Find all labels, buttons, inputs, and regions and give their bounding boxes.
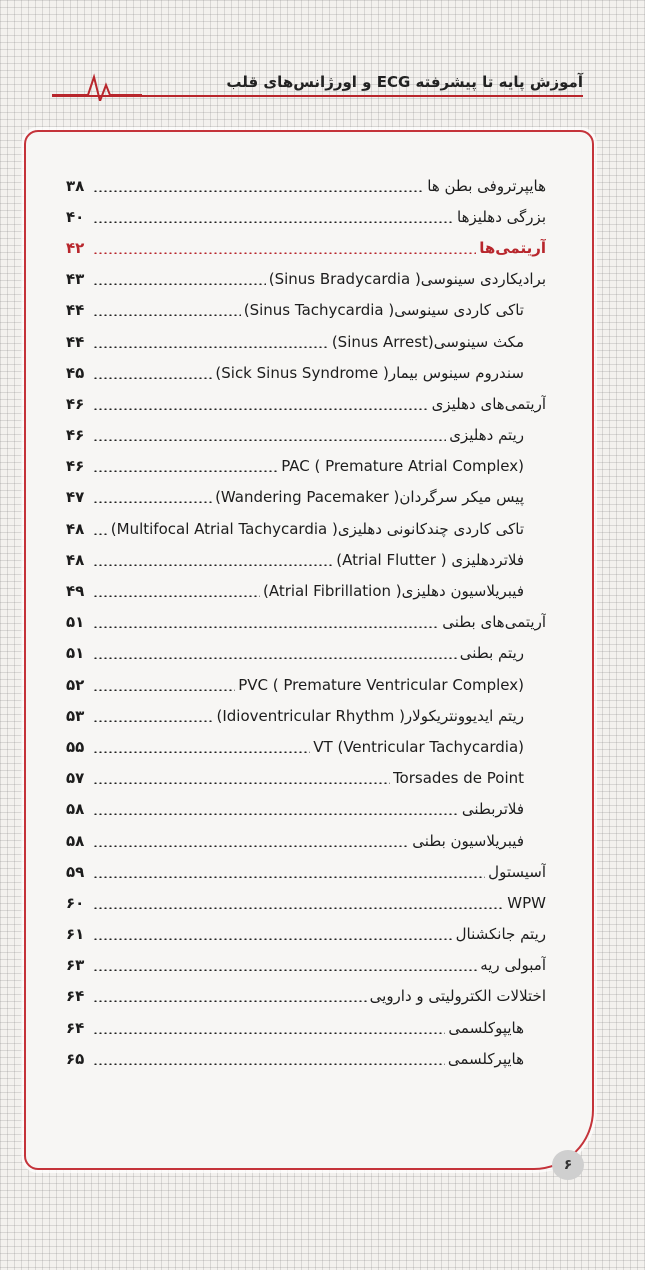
toc-entry — [66, 919, 546, 950]
toc-entry-title: آریتمی‌های بطنی — [442, 613, 546, 632]
toc-entry-page: ۴۸ — [66, 519, 85, 538]
toc-entry-page: ۶۴ — [66, 1018, 85, 1037]
toc-entry-page: ۴۰ — [66, 207, 85, 226]
toc-entry-title: مکث سینوسی(Sinus Arrest) — [331, 332, 524, 351]
toc-entry-title: برادیکاردی سینوسی( Sinus Bradycardia) — [268, 270, 546, 289]
toc-entry-title: تاکی کاردی سینوسی( Sinus Tachycardia) — [243, 301, 524, 320]
toc-entry-page: ۶۰ — [66, 893, 85, 912]
toc-entry-page: ۶۴ — [66, 987, 85, 1006]
toc-entry-page: ۵۲ — [66, 675, 85, 694]
toc-entry-title: هایپرتروفی بطن ها — [427, 176, 546, 195]
running-header — [0, 55, 645, 115]
dot-leader — [93, 501, 212, 503]
toc-entry-page: ۴۴ — [66, 301, 85, 320]
toc-entry — [66, 544, 546, 575]
dot-leader — [93, 938, 453, 940]
toc-entry-page: ۵۸ — [66, 800, 85, 819]
dot-leader — [93, 470, 278, 472]
toc-entry-title: ریتم جانکشنال — [455, 925, 546, 944]
toc-entry-title: ریتم دهلیزی — [449, 426, 524, 445]
toc-entry-title: هایپرکلسمی — [447, 1049, 524, 1068]
toc-entry-title: ریتم بطنی — [459, 644, 524, 663]
toc-entry-title: اختلالات الکترولیتی و دارویی — [369, 987, 546, 1006]
dot-leader — [93, 533, 108, 535]
toc-entry-page: ۵۳ — [66, 706, 85, 725]
toc-entry-title: فیبریلاسیون دهلیزی( Atrial Fibrillation) — [262, 582, 524, 601]
toc-entry-title: ریتم ایدیوونتریکولار( Idioventricular Rhythm) — [216, 706, 524, 725]
toc-entry — [66, 731, 546, 762]
dot-leader — [93, 907, 504, 909]
toc-entry-page: ۶۵ — [66, 1049, 85, 1068]
toc-entry-title: PAC ( Premature Atrial Complex) — [281, 457, 524, 476]
toc-entry — [66, 513, 546, 544]
toc-entry-page: ۴۴ — [66, 332, 85, 351]
toc-entry — [66, 1012, 546, 1043]
toc-entry-page: ۵۱ — [66, 644, 85, 663]
toc-entry — [66, 950, 546, 981]
dot-leader — [93, 221, 454, 223]
dot-leader — [93, 845, 409, 847]
toc-entry-page: ۴۶ — [66, 457, 85, 476]
toc-entry-title: WPW — [507, 893, 546, 912]
toc-entry-page: ۶۱ — [66, 925, 85, 944]
toc-entry — [66, 700, 546, 731]
dot-leader — [93, 377, 212, 379]
table-of-contents-panel — [24, 130, 594, 1170]
toc-entry — [66, 170, 546, 201]
toc-entry-title: تاکی کاردی چندکانونی دهلیزی( Multifocal Atrial Tachycardia) — [110, 519, 524, 538]
toc-entry-title: PVC ( Premature Ventricular Complex) — [238, 675, 524, 694]
toc-entry — [66, 856, 546, 887]
toc-entry — [66, 981, 546, 1012]
toc-entry-page: ۴۲ — [66, 238, 85, 257]
toc-entry — [66, 264, 546, 295]
dot-leader — [93, 595, 260, 597]
toc-list — [66, 170, 546, 1074]
dot-leader — [93, 252, 476, 254]
toc-entry-page: ۴۹ — [66, 582, 85, 601]
toc-entry-title: فلاتردهلیزی ( Atrial Flutter) — [336, 550, 524, 569]
dot-leader — [93, 782, 390, 784]
dot-leader — [93, 751, 310, 753]
toc-entry — [66, 482, 546, 513]
toc-entry — [66, 794, 546, 825]
toc-entry-title: VT (Ventricular Tachycardia) — [313, 737, 524, 756]
dot-leader — [93, 720, 213, 722]
toc-entry — [66, 451, 546, 482]
toc-entry-title: آسیستول — [488, 862, 546, 881]
toc-entry — [66, 638, 546, 669]
toc-entry — [66, 825, 546, 856]
toc-entry-title: فیبریلاسیون بطنی — [412, 831, 524, 850]
toc-entry — [66, 420, 546, 451]
toc-entry-title: هایپوکلسمی — [448, 1018, 524, 1037]
header-rule — [52, 95, 583, 97]
dot-leader — [93, 689, 235, 691]
dot-leader — [93, 876, 485, 878]
book-title: آموزش پایه تا پیشرفته ECG و اورژانس‌های قلب — [226, 73, 583, 91]
dot-leader — [93, 626, 439, 628]
toc-entry-title: آریتمی‌ها — [479, 238, 546, 257]
dot-leader — [93, 564, 333, 566]
toc-entry-page: ۵۵ — [66, 737, 85, 756]
toc-entry — [66, 607, 546, 638]
toc-entry-title: فلاتربطنی — [461, 800, 524, 819]
dot-leader — [93, 346, 329, 348]
toc-entry-page: ۵۷ — [66, 769, 85, 788]
toc-entry-page: ۴۸ — [66, 550, 85, 569]
toc-entry-page: ۵۹ — [66, 862, 85, 881]
toc-entry — [66, 295, 546, 326]
dot-leader — [93, 969, 477, 971]
dot-leader — [93, 190, 424, 192]
toc-entry-page: ۶۳ — [66, 956, 85, 975]
toc-entry-page: ۵۸ — [66, 831, 85, 850]
dot-leader — [93, 439, 446, 441]
page-number: ۶ — [552, 1150, 584, 1180]
toc-entry-title: آریتمی‌های دهلیزی — [431, 394, 546, 413]
toc-entry-title: بزرگی دهلیزها — [457, 207, 546, 226]
dot-leader — [93, 1000, 367, 1002]
toc-entry-title: پیس میکر سرگردان( Wandering Pacemaker) — [215, 488, 524, 507]
dot-leader — [93, 314, 241, 316]
toc-entry-page: ۴۶ — [66, 426, 85, 445]
dot-leader — [93, 408, 429, 410]
toc-entry-page: ۳۸ — [66, 176, 85, 195]
toc-entry — [66, 1043, 546, 1074]
toc-entry — [66, 669, 546, 700]
toc-entry — [66, 201, 546, 232]
toc-entry — [66, 357, 546, 388]
dot-leader — [93, 1032, 445, 1034]
toc-entry-title: آمبولی ریه — [480, 956, 546, 975]
toc-entry-title: Torsades de Point — [392, 769, 524, 788]
dot-leader — [93, 1063, 445, 1065]
toc-entry — [66, 763, 546, 794]
toc-entry-title: سندروم سینوس بیمار( Sick Sinus Syndrome) — [215, 363, 524, 382]
toc-entry — [66, 326, 546, 357]
toc-entry-page: ۴۳ — [66, 270, 85, 289]
toc-entry-page: ۴۷ — [66, 488, 85, 507]
toc-entry — [66, 887, 546, 918]
toc-entry — [66, 388, 546, 419]
toc-entry — [66, 575, 546, 606]
dot-leader — [93, 283, 266, 285]
toc-entry — [66, 232, 546, 263]
toc-entry-page: ۴۶ — [66, 394, 85, 413]
toc-entry-page: ۵۱ — [66, 613, 85, 632]
dot-leader — [93, 657, 457, 659]
toc-entry-page: ۴۵ — [66, 363, 85, 382]
dot-leader — [93, 813, 459, 815]
